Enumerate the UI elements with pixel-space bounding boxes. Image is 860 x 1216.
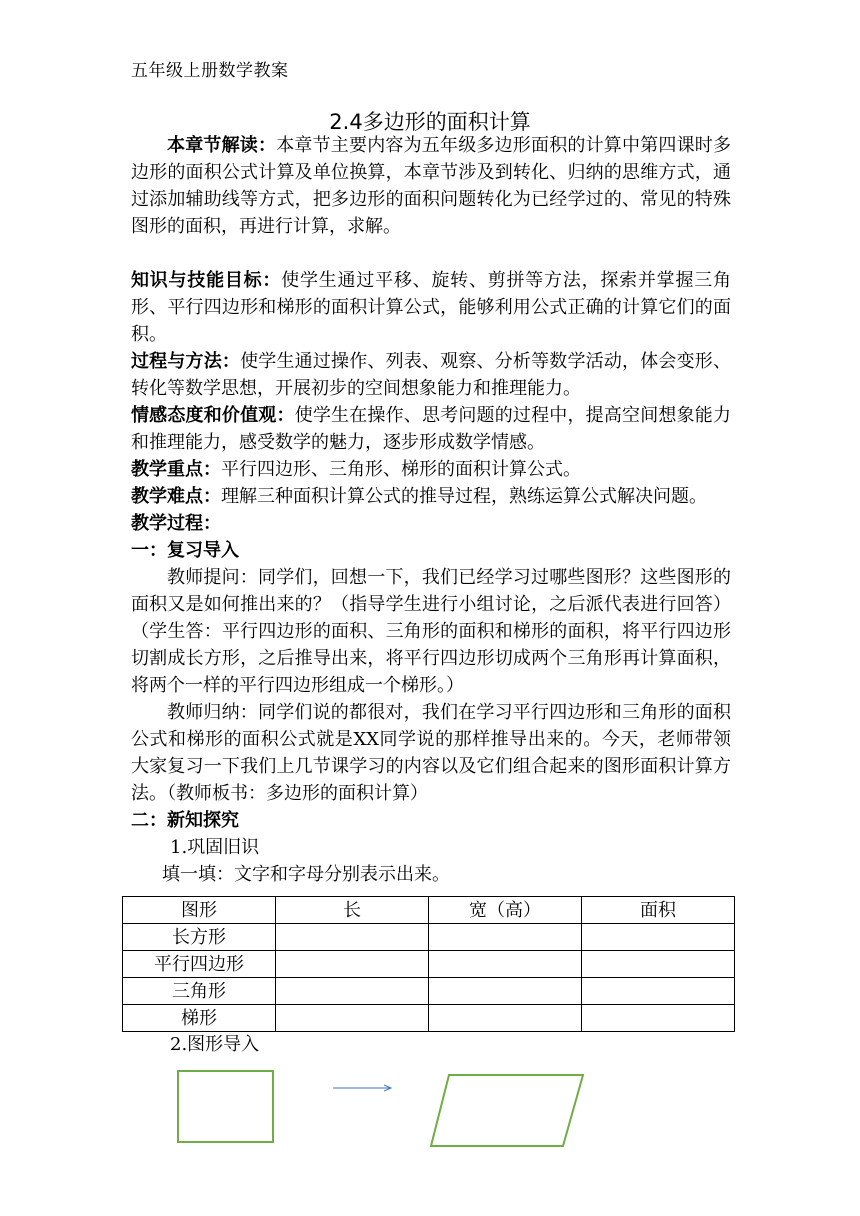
intro-label: 本章节解读：: [167, 135, 277, 156]
section2-heading: 二：新知探究: [131, 810, 239, 831]
section1-paragraph-1: 教师提问：同学们，回想一下，我们已经学习过哪些图形？这些图形的面积又是如何推出来的？（指导学生进行小组讨论，之后派代表进行回答）（学生答：平行四边形的面积、三角形的面积和梯形的面积，将平行四边形切割成长方形，之后推导出来，将平行四边形切成两个三角形再计算面积，将两个一样的平行四边形组成一个梯形。）: [131, 567, 731, 696]
table-header-cell: 宽（高）: [429, 897, 582, 924]
table-cell: 长方形: [123, 924, 276, 951]
goal-label: 知识与技能目标：: [131, 270, 282, 291]
subsection-1: 1.巩固旧识: [170, 837, 260, 858]
table-header-cell: 长: [276, 897, 429, 924]
section1-paragraph-2: 教师归纳：同学们说的都很对，我们在学习平行四边形和三角形的面积公式和梯形的面积公式就是XX同学说的那样推导出来的。今天，老师带领大家复习一下我们上几节课学习的内容以及它们组合起来的图形面积计算方法。（教师板书：多边形的面积计算）: [131, 702, 731, 804]
goal-text: 使学生通过操作、列表、观察、分析等数学活动，体会变形、转化等数学思想，开展初步的空间想象能力和推理能力。: [131, 351, 731, 399]
goal-label: 教学重点：: [131, 459, 221, 480]
process-label: 教学过程：: [131, 513, 221, 534]
subsection-2: 2.图形导入: [170, 1034, 260, 1055]
goal-label: 教学难点：: [131, 486, 221, 507]
table-cell: 平行四边形: [123, 951, 276, 978]
page-header: 五年级上册数学教案: [131, 61, 289, 81]
goal-label: 过程与方法：: [131, 351, 241, 372]
goal-text: 使学生在操作、思考问题的过程中，提高空间想象能力和推理能力，感受数学的魅力，逐步形成数学情感。: [131, 405, 731, 453]
table-cell: 三角形: [123, 978, 276, 1005]
section1-heading: 一：复习导入: [131, 540, 239, 561]
table-cell: 梯形: [123, 1005, 276, 1032]
lesson-title: 2.4多边形的面积计算: [329, 110, 531, 134]
intro-text: 本章节主要内容为五年级多边形面积的计算中第四课时多边形的面积公式计算及单位换算，本章节涉及到转化、归纳的思维方式，通过添加辅助线等方式，把多边形的面积问题转化为已经学过的、常见的特殊图形的面积，再进行计算，求解。: [131, 135, 732, 237]
goal-text: 理解三种面积计算公式的推导过程，熟练运算公式解决问题。: [221, 486, 707, 507]
fill-instruction: 填一填：文字和字母分别表示出来。: [162, 864, 450, 885]
table-header-cell: 面积: [582, 897, 735, 924]
goal-label: 情感态度和价值观：: [131, 405, 295, 426]
rectangle-shape: [178, 1071, 273, 1142]
goal-text: 使学生通过平移、旋转、剪拼等方法，探索并掌握三角形、平行四边形和梯形的面积计算公式，能够利用公式正确的计算它们的面积。: [131, 270, 732, 345]
parallelogram-shape: [431, 1075, 583, 1146]
goal-text: 平行四边形、三角形、梯形的面积计算公式。: [221, 459, 581, 480]
table-header-cell: 图形: [123, 897, 276, 924]
